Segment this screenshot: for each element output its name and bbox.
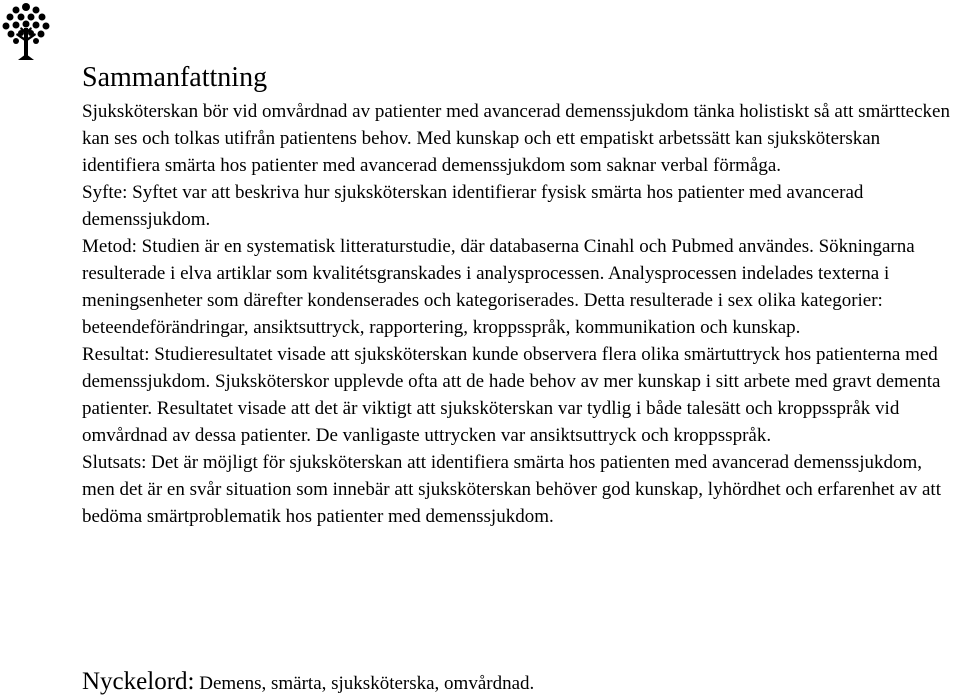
abstract-section: [82, 60, 956, 530]
intro-paragraph: Sjuksköterskan bör vid omvårdnad av patienter med avancerad demenssjukdom tänka holistiskt så att smärttecken kan ses och tolkas utifrån patientens behov. Med kunskap och ett empatiskt arbetssätt kan sjuksköterskan identifiera smärta hos patienter med avancerad demenssjukdom som saknar verbal förmåga.: [82, 101, 950, 176]
keywords-text: Demens, smärta, sjuksköterska, omvårdnad.: [194, 673, 535, 694]
keywords-label: Nyckelord:: [82, 668, 195, 695]
abstract-body: [82, 98, 956, 530]
resultat-paragraph: Resultat: Studieresultatet visade att sjuksköterskan kunde observera flera olika smärtuttryck hos patienterna med demenssjukdom. Sjuksköterskor upplevde ofta att de hade behov av mer kunskap i sitt arbete med gravt dementa patienter. Resultatet visade att det är viktigt att sjuksköterskan var tydlig i både talesätt och kroppsspråk vid omvårdnad av dessa patienter. De vanligaste uttrycken var ansiktsuttryck och kroppsspråk.: [82, 344, 941, 446]
syfte-paragraph: Syfte: Syftet var att beskriva hur sjuksköterskan identifierar fysisk smärta hos patienter med avancerad demenssjukdom.: [82, 182, 864, 230]
section-heading: Sammanfattning: [82, 62, 268, 93]
metod-paragraph: Metod: Studien är en systematisk litteraturstudie, där databaserna Cinahl och Pubmed användes. Sökningarna resulterade i elva artiklar som kvalitétsgranskades i analysprocessen. Analysprocessen indelades texterna i meningsenheter som därefter kondenserades och kategoriserades. Detta resulterade i sex olika kategorier: beteendeförändringar, ansiktsuttryck, rapportering, kroppsspråk, kommunikation och kunskap.: [82, 236, 915, 338]
tree-logo-icon: [2, 2, 50, 64]
slutsats-paragraph: Slutsats: Det är möjligt för sjuksköterskan att identifiera smärta hos patienten med avancerad demenssjukdom, men det är en svår situation som innebär att sjuksköterskan behöver god kunskap, lyhördhet och erfarenhet av att bedöma smärtproblematik hos patienter med demenssjukdom.: [82, 452, 941, 527]
keywords-line: [82, 667, 534, 699]
